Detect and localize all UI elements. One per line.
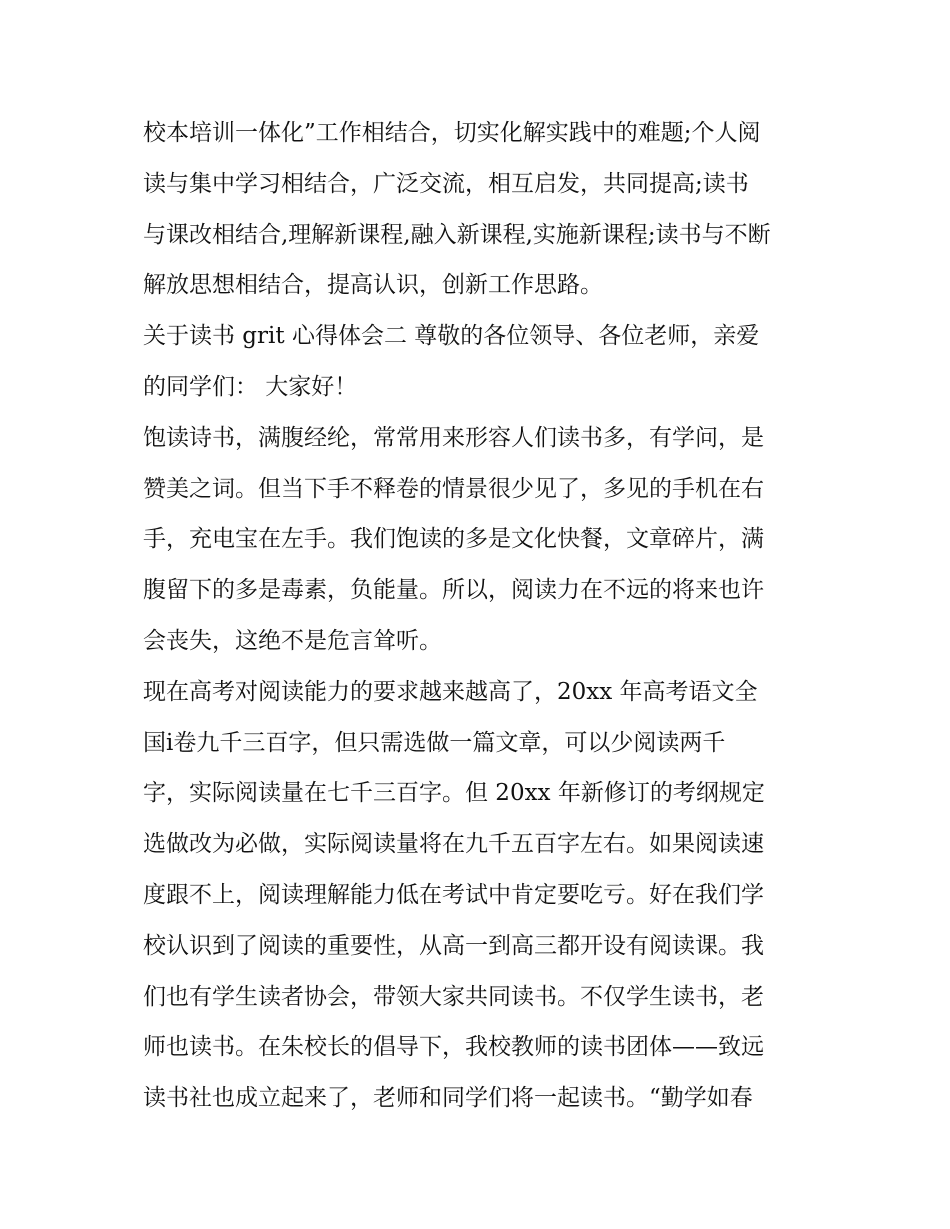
text-line: 字，实际阅读量在七千三百字。但 20xx 年新修订的考纲规定 [143,780,765,807]
text-line: 手，充电宝在左手。我们饱读的多是文化快餐，文章碎片，满 [143,526,764,553]
text-line: 度跟不上，阅读理解能力低在考试中肯定要吃亏。好在我们学 [143,881,764,908]
text-line: 现在高考对阅读能力的要求越来越高了，20xx 年高考语文全 [143,678,758,705]
text-line: 校认识到了阅读的重要性，从高一到高三都开设有阅读课。我 [143,932,764,959]
text-line: 赞美之词。但当下手不释卷的情景很少见了，多见的手机在右 [143,475,764,502]
text-line: 选做改为必做，实际阅读量将在九千五百字左右。如果阅读速 [143,831,764,858]
document-body [143,108,823,1124]
text-line: 会丧失，这绝不是危言耸听。 [143,627,442,654]
text-line: 们也有学生读者协会，带领大家共同读书。不仅学生读书，老 [143,983,764,1010]
text-line: 师也读书。在朱校长的倡导下，我校教师的读书团体——致远 [143,1034,764,1061]
text-line: 关于读书 grit 心得体会二 尊敬的各位领导、各位老师，亲爱 [143,323,760,350]
text-line: 与课改相结合,理解新课程,融入新课程,实施新课程;读书与不断 [143,221,771,248]
text-line: 解放思想相结合，提高认识，创新工作思路。 [143,272,603,299]
text-line: 读书社也成立起来了，老师和同学们将一起读书。“勤学如春 [143,1085,753,1112]
text-line: 的同学们： 大家好！ [143,373,358,400]
text-line: 读与集中学习相结合，广泛交流，相互启发，共同提高;读书 [143,170,749,197]
text-line: 国ⅰ卷九千三百字，但只需选做一篇文章，可以少阅读两千 [143,729,726,756]
text-line: 腹留下的多是毒素，负能量。所以，阅读力在不远的将来也许 [143,577,764,604]
text-line: 饱读诗书，满腹经纶，常常用来形容人们读书多，有学问，是 [143,424,764,451]
text-line: 校本培训一体化”工作相结合，切实化解实践中的难题;个人阅 [143,120,761,146]
